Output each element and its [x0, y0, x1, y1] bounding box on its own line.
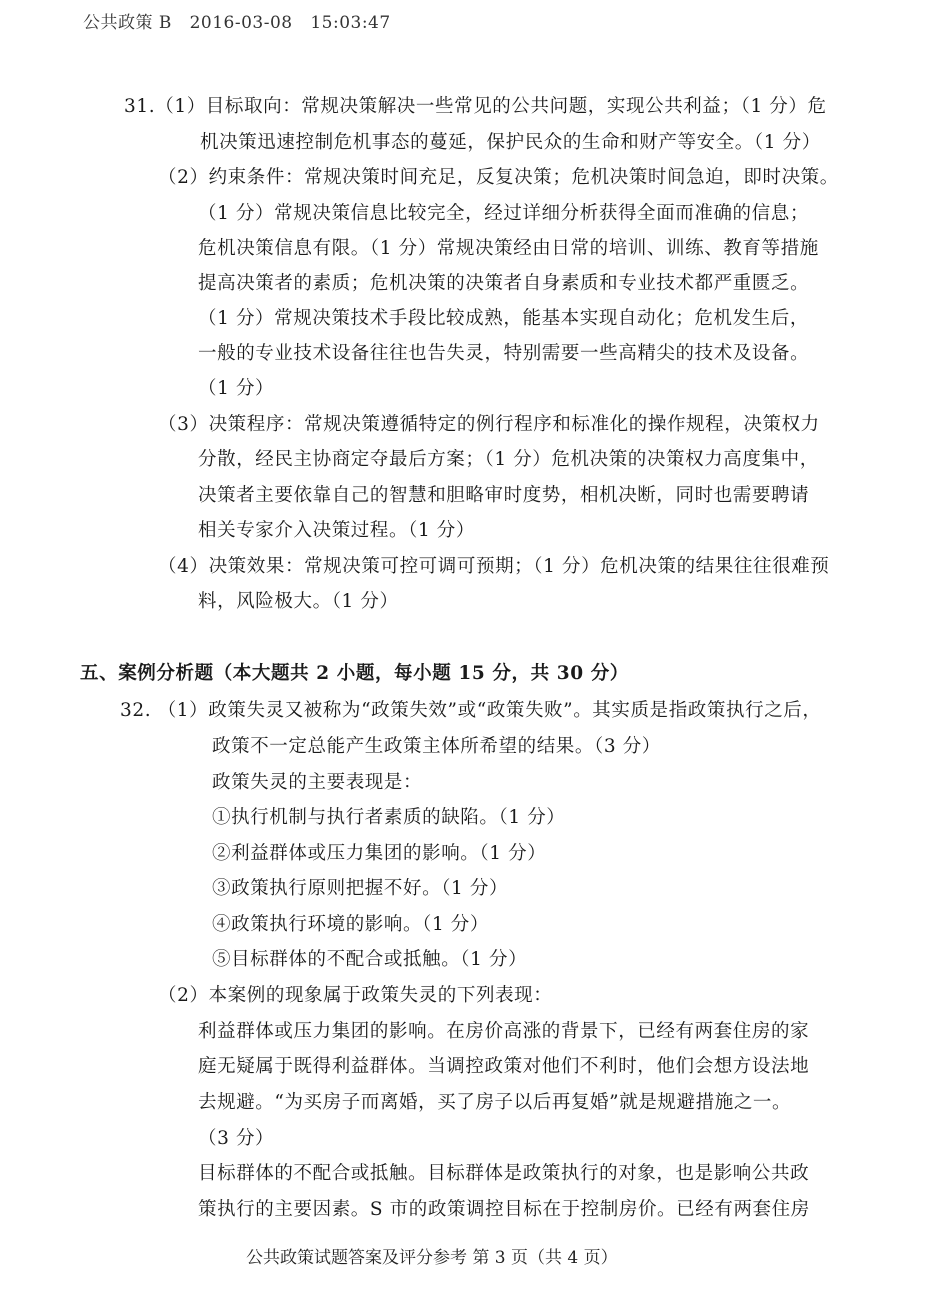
text-line: （1 分）常规决策技术手段比较成熟，能基本实现自动化；危机发生后， — [198, 308, 809, 329]
text-line: 32. （1）政策失灵又被称为“政策失效”或“政策失败”。其实质是指政策执行之后， — [120, 700, 822, 721]
text-line: ⑤目标群体的不配合或抵触。（1 分） — [212, 949, 528, 970]
text-line: （1 分） — [198, 378, 275, 399]
text-line: 利益群体或压力集团的影响。在房价高涨的背景下，已经有两套住房的家 — [198, 1021, 810, 1042]
text-line: 目标群体的不配合或抵触。目标群体是政策执行的对象，也是影响公共政 — [198, 1163, 810, 1184]
text-line: 机决策迅速控制危机事态的蔓延，保护民众的生命和财产等安全。（1 分） — [200, 132, 821, 153]
text-line: 31.（1）目标取向：常规决策解决一些常见的公共问题，实现公共利益；（1 分）危 — [124, 96, 827, 117]
text-line: 政策不一定总能产生政策主体所希望的结果。（3 分） — [212, 736, 661, 757]
text-line: 分散，经民主协商定夺最后方案；（1 分）危机决策的决策权力高度集中， — [198, 449, 819, 470]
text-line: （3）决策程序：常规决策遵循特定的例行程序和标准化的操作规程，决策权力 — [158, 414, 820, 435]
text-line: （2）约束条件：常规决策时间充足，反复决策；危机决策时间急迫，即时决策。 — [158, 167, 839, 188]
text-line: 提高决策者的素质；危机决策的决策者自身素质和专业技术都严重匮乏。 — [198, 273, 810, 294]
document-header: 公共政策 B 2016-03-08 15:03:47 — [83, 13, 391, 33]
text-line: 策执行的主要因素。S 市的政策调控目标在于控制房价。已经有两套住房 — [198, 1199, 810, 1220]
text-line: 政策失灵的主要表现是： — [212, 772, 423, 793]
text-line: 相关专家介入决策过程。（1 分） — [198, 520, 476, 541]
text-line: （2）本案例的现象属于政策失灵的下列表现： — [158, 985, 553, 1006]
text-line: ②利益群体或压力集团的影响。（1 分） — [212, 843, 547, 864]
section-heading: 五、案例分析题（本大题共 2 小题，每小题 15 分，共 30 分） — [80, 663, 629, 684]
page-footer: 公共政策试题答案及评分参考 第 3 页（共 4 页） — [246, 1248, 618, 1268]
text-line: 危机决策信息有限。（1 分）常规决策经由日常的培训、训练、教育等措施 — [198, 238, 819, 259]
text-line: ③政策执行原则把握不好。（1 分） — [212, 878, 509, 899]
text-line: ①执行机制与执行者素质的缺陷。（1 分） — [212, 807, 566, 828]
text-line: 去规避。“为买房子而离婚，买了房子以后再复婚”就是规避措施之一。 — [198, 1092, 792, 1113]
text-line: （4）决策效果：常规决策可控可调可预期；（1 分）危机决策的结果往往很难预 — [158, 556, 830, 577]
text-line: ④政策执行环境的影响。（1 分） — [212, 914, 490, 935]
text-line: （1 分）常规决策信息比较完全，经过详细分析获得全面而准确的信息； — [198, 203, 809, 224]
text-line: 一般的专业技术设备往往也告失灵，特别需要一些高精尖的技术及设备。 — [198, 343, 810, 364]
text-line: （3 分） — [198, 1128, 275, 1149]
text-line: 料，风险极大。（1 分） — [198, 591, 399, 612]
text-line: 决策者主要依靠自己的智慧和胆略审时度势，相机决断，同时也需要聘请 — [198, 485, 810, 506]
text-line: 庭无疑属于既得利益群体。当调控政策对他们不利时，他们会想方设法地 — [198, 1056, 810, 1077]
